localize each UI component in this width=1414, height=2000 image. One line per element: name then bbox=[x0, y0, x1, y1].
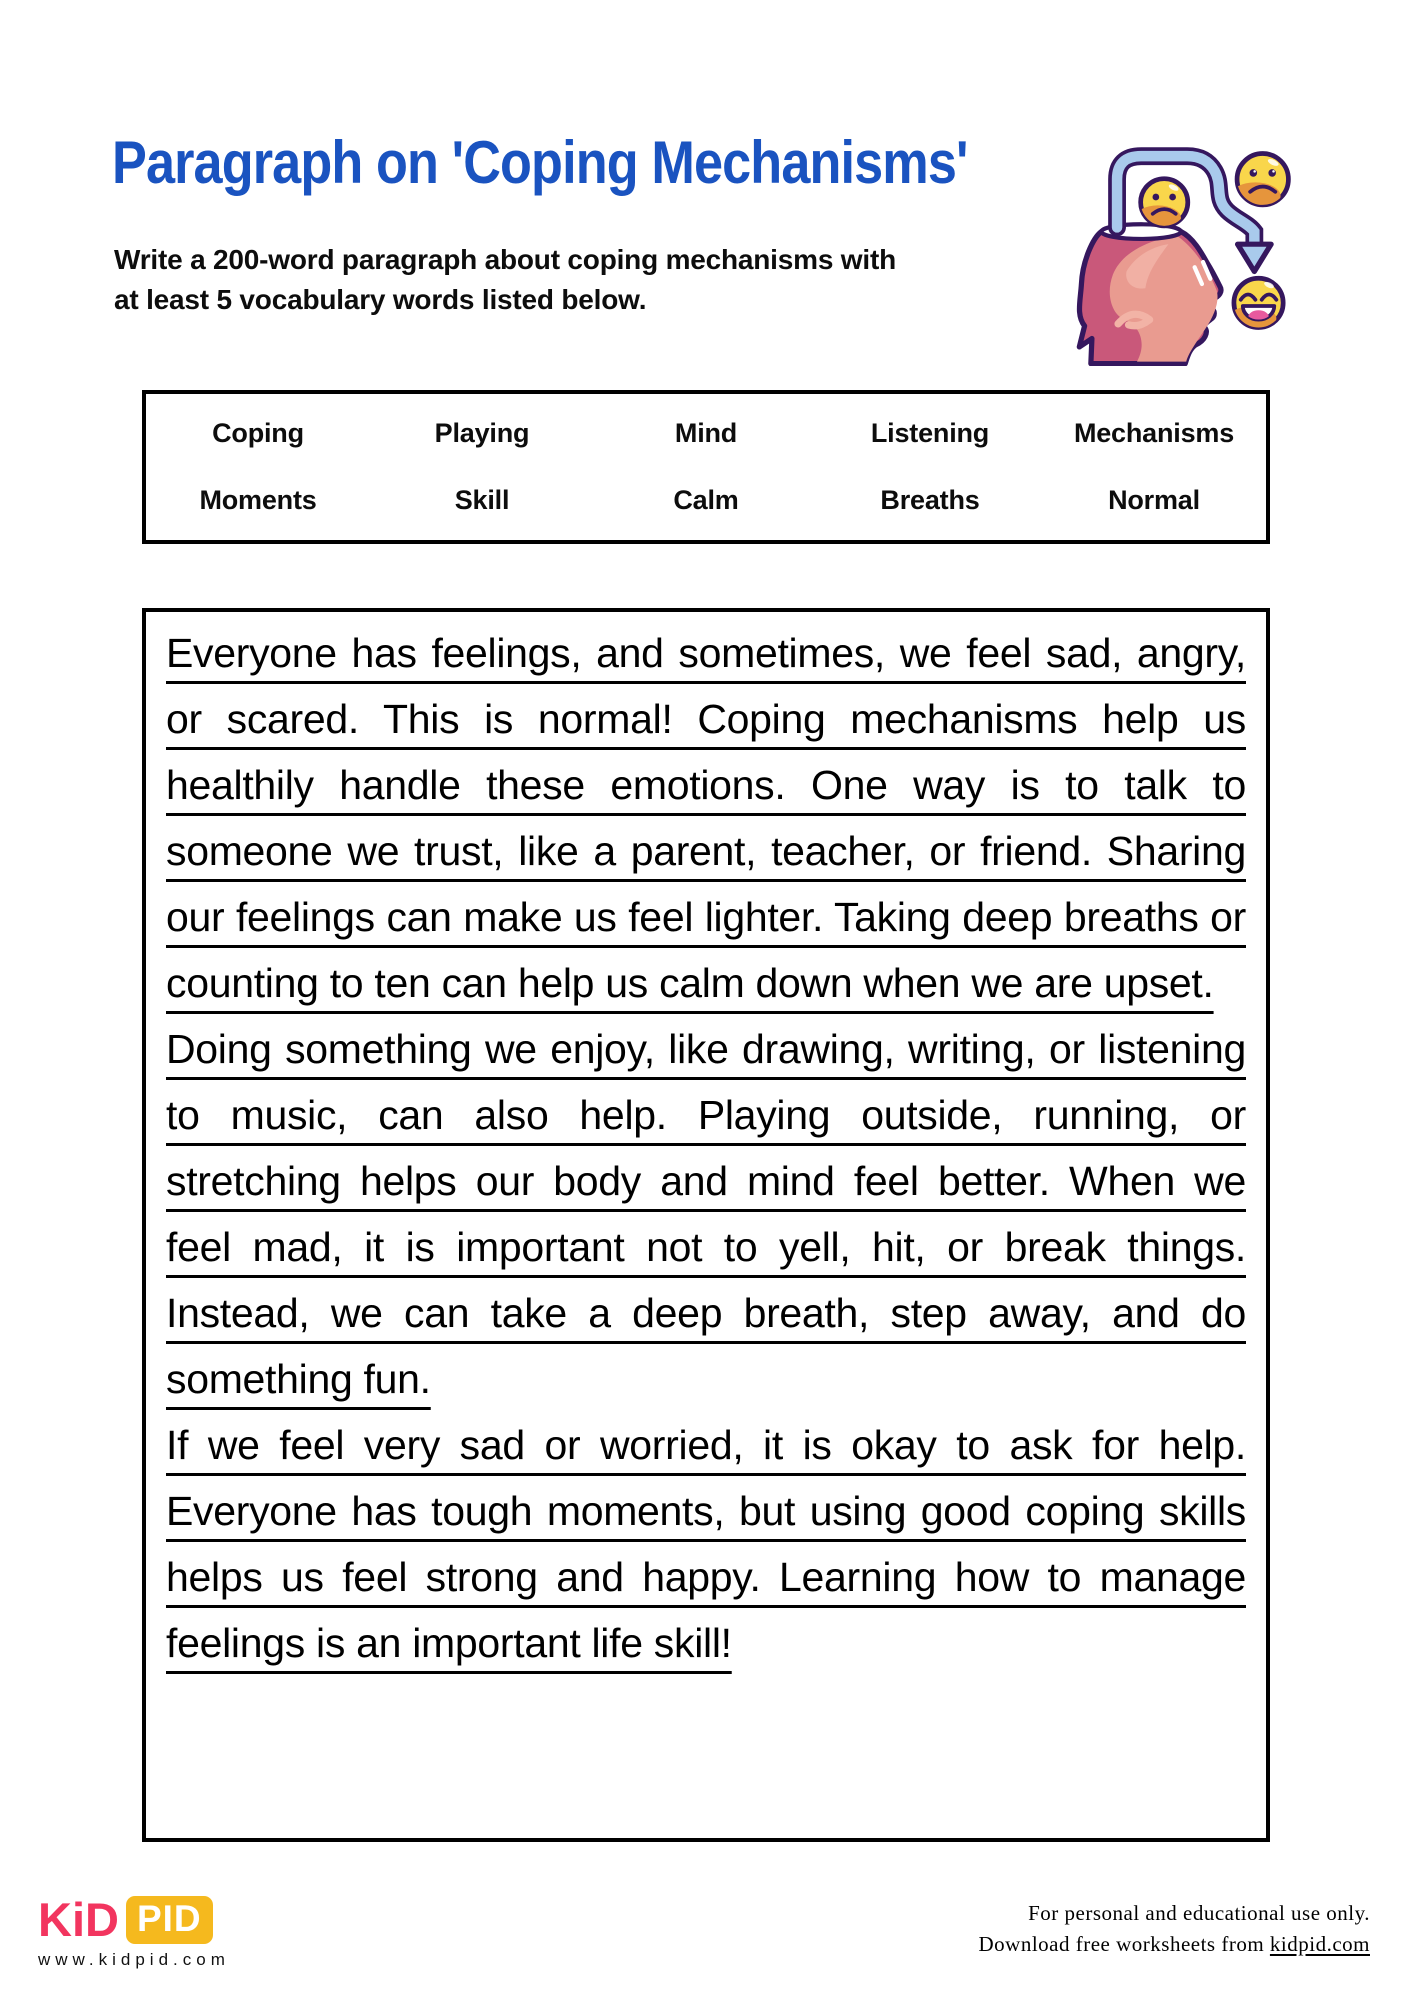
arrow-down-icon bbox=[1238, 244, 1272, 271]
vocab-word: Skill bbox=[454, 485, 510, 515]
vocab-word: Listening bbox=[870, 418, 990, 448]
vocab-word: Calm bbox=[673, 485, 739, 515]
vocab-word: Playing bbox=[434, 418, 530, 448]
usage-terms bbox=[979, 1898, 1371, 1960]
essay-answer-box bbox=[142, 608, 1270, 1842]
essay-paragraph-3: If we feel very sad or worried, it is okay to ask for help. Everyone has tough moments, but using good coping skills helps us feel strong and happy. Learning how to manage feelings is an important life skill! bbox=[166, 1422, 1246, 1666]
essay-paragraph-2: Doing something we enjoy, like drawing, writing, or listening to music, can also help. Playing outside, running, or stretching helps our body and mind feel better. When we feel mad, it is important not to yell, hit, or break things. Instead, we can take a deep breath, step away, and do something fun. bbox=[166, 1026, 1246, 1402]
kidpid-link[interactable]: kidpid.com bbox=[1269, 1932, 1370, 1956]
kidpid-logo-kid: KiD bbox=[38, 1893, 119, 1946]
instructions bbox=[114, 240, 896, 320]
website-url: www.kidpid.com bbox=[38, 1950, 230, 1969]
kidpid-logo-pid: PID bbox=[126, 1896, 213, 1944]
vocab-word: Breaths bbox=[880, 485, 980, 515]
vocab-word: Normal bbox=[1108, 485, 1200, 515]
vocab-word: Coping bbox=[212, 418, 304, 448]
vocab-word: Moments bbox=[199, 485, 317, 515]
head-profile-illustration bbox=[1079, 224, 1221, 363]
usage-terms-line-1: For personal and educational use only. bbox=[1028, 1901, 1370, 1925]
coping-illustration bbox=[1072, 114, 1334, 366]
sad-emoji-large-icon bbox=[1230, 154, 1288, 210]
vocabulary-box bbox=[142, 390, 1270, 544]
vocab-word: Mechanisms bbox=[1073, 418, 1235, 448]
kidpid-logo bbox=[38, 1892, 213, 1947]
essay-paragraph-1: Everyone has feelings, and sometimes, we feel sad, angry, or scared. This is normal! Coping mechanisms help us healthily handle these emotions. One way is to talk to someone we trust, like a parent, teacher, or friend. Sharing our feelings can make us feel lighter. Taking deep breaths or counting to ten can help us calm down when we are upset. bbox=[166, 630, 1246, 1006]
happy-emoji-icon bbox=[1228, 278, 1283, 331]
instructions-line-2: at least 5 vocabulary words listed below. bbox=[114, 284, 647, 315]
vocab-word: Mind bbox=[674, 418, 738, 448]
page-title: Paragraph on 'Coping Mechanisms' bbox=[112, 129, 968, 196]
usage-terms-line-2: Download free worksheets from kidpid.com bbox=[978, 1932, 1370, 1956]
instructions-line-1: Write a 200-word paragraph about coping mechanisms with bbox=[114, 244, 896, 275]
